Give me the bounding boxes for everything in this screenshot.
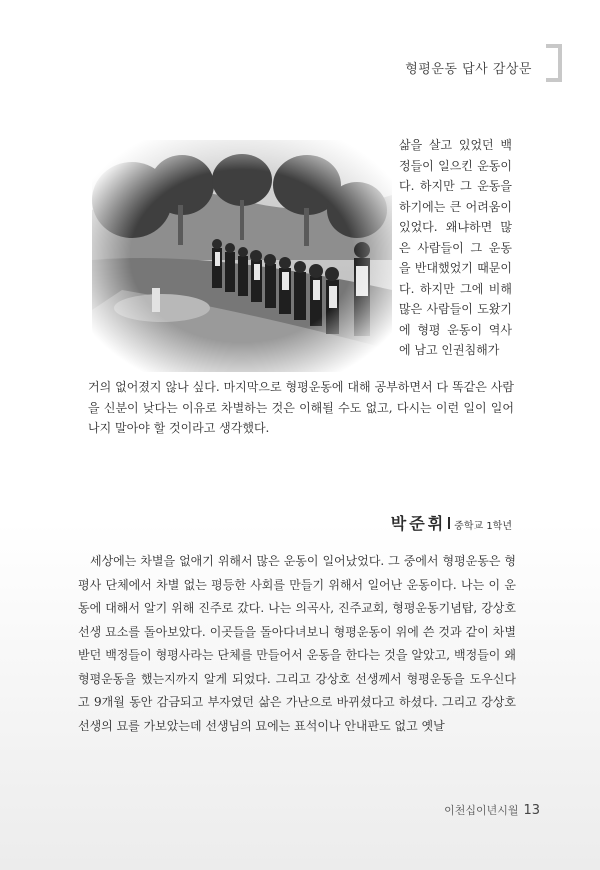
field-trip-photo bbox=[92, 140, 392, 372]
section-title: 형평운동 답사 감상문 bbox=[405, 62, 532, 77]
page-footer bbox=[444, 802, 540, 818]
author-name: 박준휘 bbox=[390, 514, 447, 533]
photo-icon bbox=[92, 140, 392, 372]
header-bracket-decoration bbox=[546, 44, 562, 82]
page-number: 13 bbox=[523, 803, 540, 818]
paragraph-right-column: 삶을 살고 있었던 백정들이 일으킨 운동이다. 하지만 그 운동을 하기에는 큰 어려움이 있었다. 왜냐하면 많은 사람들이 그 운동을 반대했었기 때문이다. 하지만 그에 비해 많은 사람들이 도왔기에 형평 운동이 역사에 남고 인권침해가 bbox=[399, 138, 512, 357]
publication-name: 이천십이년시월 bbox=[444, 804, 519, 817]
paragraph-continuation: 거의 없어졌지 않나 싶다. 마지막으로 형평운동에 대해 공부하면서 다 똑같은 사람을 신분이 낮다는 이유로 차별하는 것은 이해될 수도 없고, 다시는 이런 일이 일어나지 말아야 할 것이라고 생각했다. bbox=[88, 380, 514, 435]
author-byline bbox=[391, 511, 512, 534]
byline-separator bbox=[448, 517, 450, 529]
essay-body: 세상에는 차별을 없애기 위해서 많은 운동이 일어났었다. 그 중에서 형평운동은 형평사 단체에서 차별 없는 평등한 사회를 만들기 위해서 일어난 운동이다. 나는 이 운동에 대해서 알기 위해 진주로 갔다. 나는 의곡사, 진주교회, 형평운동기념탑, 강상호 선생 묘소를 돌아보았다. 이곳들을 돌아다녀보니 형평운동이 위에 쓴 것과 같이 차별 받던 백정들이 형평사라는 단체를 만들어서 운동을 한다는 것을 알았고, 백정들이 왜 형평운동을 했는지까지 알게 되었다. 그리고 강상호 선생께서 형평운동을 도우신다고 9개월 동안 감금되고 부자였던 삶은 가난으로 바뀌셨다고 하셨다. 그리고 강상호 선생의 묘를 가보았는데 선생님의 묘에는 표석이나 안내판도 없고 옛날 bbox=[78, 554, 516, 733]
author-grade: 중학교 1학년 bbox=[454, 521, 512, 532]
